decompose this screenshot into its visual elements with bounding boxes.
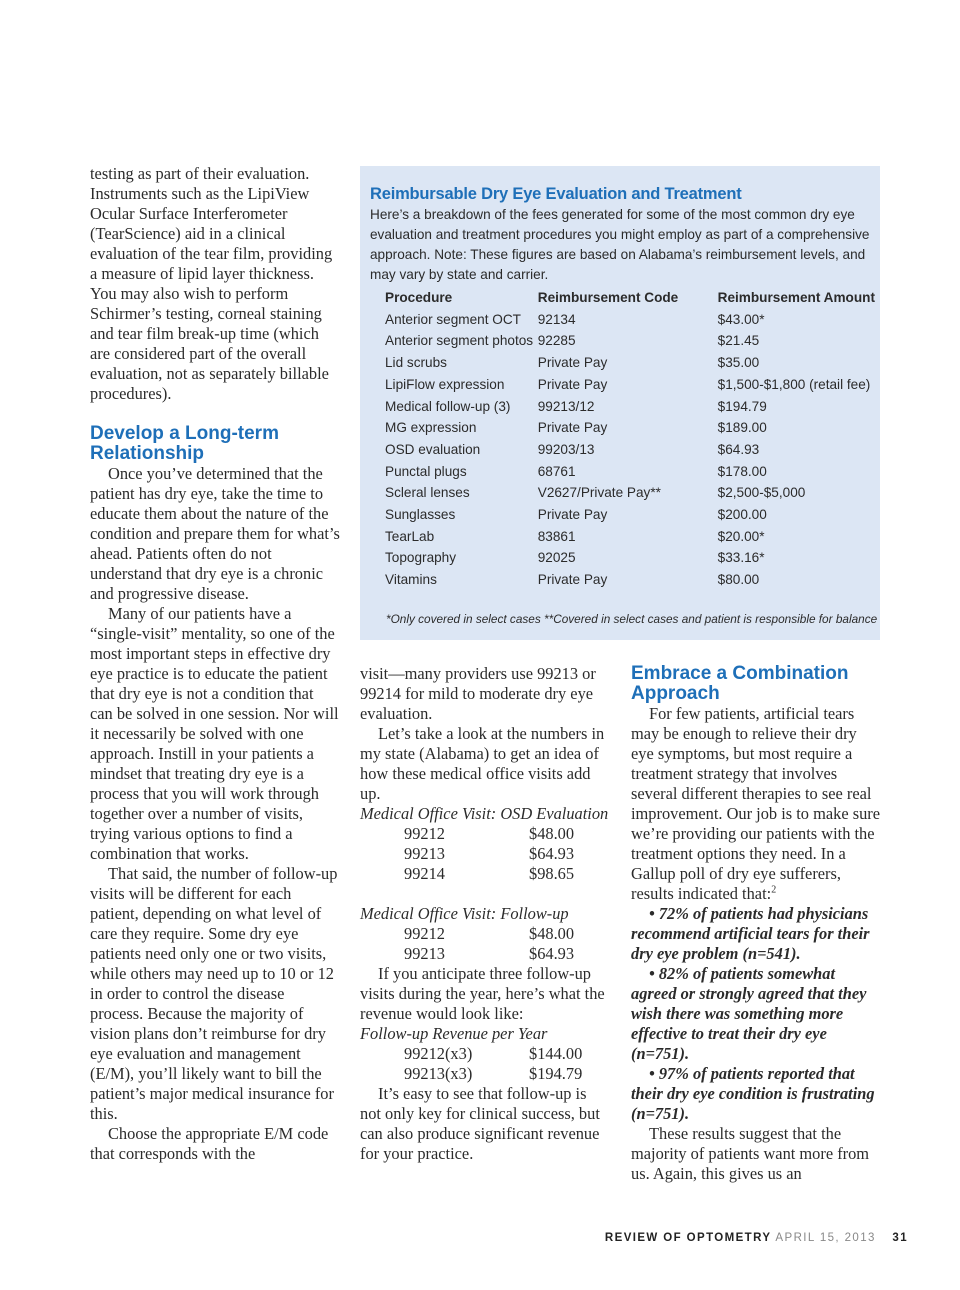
billing-code: 99212(x3) — [404, 1044, 473, 1063]
paragraph: It’s easy to see that follow-up is not only key for clinical success, but can also produce significant revenue for your practice. — [360, 1084, 600, 1163]
table-cell: $64.93 — [717, 441, 760, 457]
column-left — [90, 164, 340, 1164]
fee-amount: $64.93 — [529, 844, 575, 863]
table-cell: $80.00 — [717, 572, 760, 588]
fee-amount: $64.93 — [529, 944, 575, 963]
fee-list — [360, 824, 610, 884]
table-cell: Private Pay — [537, 420, 608, 436]
table-cell: $178.00 — [717, 463, 767, 479]
fee-row — [360, 844, 610, 864]
table-cell: V2627/Private Pay** — [537, 485, 661, 501]
paragraph: These results suggest that the majority of patients want more from us. Again, this gives us an — [631, 1124, 870, 1183]
table-cell: $2,500-$5,000 — [717, 485, 806, 501]
table-cell: LipiFlow expression — [385, 376, 505, 392]
billing-code: 99213 — [404, 944, 445, 963]
table-row — [385, 526, 875, 548]
sidebar-intro: Here’s a breakdown of the fees generated for some of the most common dry eye evaluation and treatment procedures you might employ as part of a comprehensive approach. Note: These figures are based on Alabama’s reimbursement levels, and may vary by state and carrier. — [370, 207, 870, 282]
section-heading: Embrace a Combination Approach — [631, 663, 849, 704]
column-header: Procedure — [385, 290, 453, 305]
table-cell: Private Pay — [537, 355, 608, 371]
fee-row — [360, 824, 610, 844]
fee-amount: $98.65 — [529, 864, 575, 883]
fee-row — [360, 864, 610, 884]
table-cell: Private Pay — [537, 376, 608, 392]
table-cell: $189.00 — [717, 420, 767, 436]
table-cell: Sunglasses — [385, 507, 456, 523]
table-cell: Topography — [385, 550, 457, 566]
fee-amount: $194.79 — [529, 1064, 583, 1083]
table-cell: 92025 — [537, 550, 576, 566]
table-cell: Private Pay — [537, 572, 608, 588]
bullet-item: • 72% of patients had physicians recommend artificial tears for their dry eye problem (n=541). — [631, 904, 870, 963]
section-heading: Develop a Long-term Relationship — [90, 423, 279, 464]
table-cell: Scleral lenses — [385, 485, 470, 501]
fee-row — [360, 944, 610, 964]
table-cell: Private Pay — [537, 507, 608, 523]
table-row — [385, 569, 875, 591]
table-cell: Anterior segment photos — [385, 333, 534, 349]
paragraph: Once you’ve determined that the patient has dry eye, take the time to educate them about the nature of the condition and prepare them for what’s ahead. Patients often do not understand that dry eye is a chronic and progressive disease. — [90, 464, 340, 603]
table-cell: 99213/12 — [537, 398, 595, 414]
fee-row — [360, 924, 610, 944]
paragraph-text: For few patients, artificial tears may be enough to relieve their dry eye symptoms, but most require a treatment strategy that involves several different therapies to see real improvement. Our job is to make sure we’re providing our patients with the treatment options they need. In a Gallup poll of dry eye sufferers, results indicated that: — [631, 704, 880, 903]
table-cell: Anterior segment OCT — [385, 311, 521, 327]
table-cell: OSD evaluation — [385, 441, 481, 457]
bullet-item: • 97% of patients reported that their dry eye condition is frustrating (n=751). — [631, 1064, 875, 1123]
sidebar-footnote: *Only covered in select cases **Covered in select cases and patient is responsible for balance — [386, 612, 878, 626]
table-row — [385, 482, 875, 504]
table-row — [385, 461, 875, 483]
table-cell: Punctal plugs — [385, 463, 467, 479]
fee-list-title: Medical Office Visit: Follow-up — [360, 904, 569, 923]
reimbursement-sidebar — [360, 166, 880, 640]
paragraph: visit—many providers use 99213 or 99214 for mild to moderate dry eye evaluation. — [360, 664, 596, 723]
table-row — [385, 330, 875, 352]
table-cell: $20.00* — [717, 528, 765, 544]
fees-table — [385, 287, 875, 591]
table-cell: Lid scrubs — [385, 355, 447, 371]
fee-list — [360, 924, 610, 964]
table-cell: MG expression — [385, 420, 477, 436]
billing-code: 99212 — [404, 924, 445, 943]
page-number: 31 — [892, 1232, 908, 1244]
fee-list — [360, 1044, 610, 1084]
magazine-name: REVIEW OF OPTOMETRY — [604, 1232, 772, 1244]
table-cell: 83861 — [537, 528, 576, 544]
page-footer — [605, 1232, 908, 1244]
table-cell: 68761 — [537, 463, 576, 479]
table-cell: Medical follow-up (3) — [385, 398, 511, 414]
column-header: Reimbursement Amount — [717, 290, 875, 305]
fee-list-title: Medical Office Visit: OSD Evaluation — [360, 804, 609, 823]
table-header-row — [385, 287, 875, 309]
paragraph: That said, the number of follow-up visits will be different for each patient, depending on what level of care they require. Some dry eye patients need only one or two visits, while others may need up to 10 or 12 in order to control the disease process. Because the majority of vision plans don’t reimburse for dry eye evaluation and management (E/M), you’ll likely want to bill the patient’s major medical insurance for this. — [90, 864, 338, 1123]
table-cell: $33.16* — [717, 550, 765, 566]
billing-code: 99212 — [404, 824, 445, 843]
table-row — [385, 504, 875, 526]
fee-row — [360, 1044, 610, 1064]
table-cell: $1,500-$1,800 (retail fee) — [717, 376, 871, 392]
billing-code: 99213 — [404, 844, 445, 863]
paragraph: Choose the appropriate E/M code that corresponds with the — [90, 1124, 329, 1163]
table-cell: $35.00 — [717, 355, 760, 371]
table-row — [385, 547, 875, 569]
fee-amount: $48.00 — [529, 824, 575, 843]
table-cell: $43.00* — [717, 311, 765, 327]
bullet-item: • 82% of patients somewhat agreed or strongly agreed that they wish there was something more effective to treat their dry eye (n=751). — [631, 964, 867, 1063]
fee-list-title: Follow-up Revenue per Year — [360, 1024, 548, 1043]
citation-superscript: 2 — [771, 884, 777, 896]
table-row — [385, 439, 875, 461]
table-cell: Vitamins — [385, 572, 437, 588]
column-middle — [360, 664, 610, 1164]
table-row — [385, 396, 875, 418]
table-row — [385, 417, 875, 439]
table-cell: $194.79 — [717, 398, 767, 414]
column-right — [631, 664, 883, 1184]
paragraph: Many of our patients have a “single-visit” mentality, so one of the most important steps in effective dry eye practice is to educate the patient that dry eye is not a condition that can be solved in one session. Nor will it necessarily be solved with one approach. Instill in your patients a mindset that treating dry eye is a process that you will work through together over a number of visits, trying various options to find a combination that works. — [90, 604, 339, 863]
paragraph: If you anticipate three follow-up visits during the year, here’s what the revenue would look like: — [360, 964, 605, 1023]
table-row — [385, 309, 875, 331]
paragraph — [631, 704, 883, 904]
fee-amount: $48.00 — [529, 924, 575, 943]
fee-row — [360, 1064, 610, 1084]
billing-code: 99214 — [404, 864, 445, 883]
paragraph: Let’s take a look at the numbers in my state (Alabama) to get an idea of how these medical office visits add up. — [360, 724, 605, 803]
table-cell: TearLab — [385, 528, 435, 544]
table-cell: $200.00 — [717, 507, 767, 523]
table-cell: $21.45 — [717, 333, 760, 349]
table-row — [385, 352, 875, 374]
issue-date: APRIL 15, 2013 — [775, 1232, 876, 1244]
table-row — [385, 374, 875, 396]
column-header: Reimbursement Code — [537, 290, 679, 305]
billing-code: 99213(x3) — [404, 1064, 473, 1083]
fee-amount: $144.00 — [529, 1044, 583, 1063]
paragraph: testing as part of their evaluation. Instruments such as the LipiView Ocular Surface Interferometer (TearScience) aid in a clinical evaluation of the tear film, providing a measure of lipid layer thickness. You may also wish to perform Schirmer’s testing, corneal staining and tear film break-up time (which are considered part of the overall evaluation, not as separately billable procedures). — [90, 164, 333, 403]
table-cell: 92285 — [537, 333, 576, 349]
table-cell: 92134 — [537, 311, 576, 327]
table-cell: 99203/13 — [537, 441, 595, 457]
sidebar-title: Reimbursable Dry Eye Evaluation and Treatment — [370, 185, 742, 203]
